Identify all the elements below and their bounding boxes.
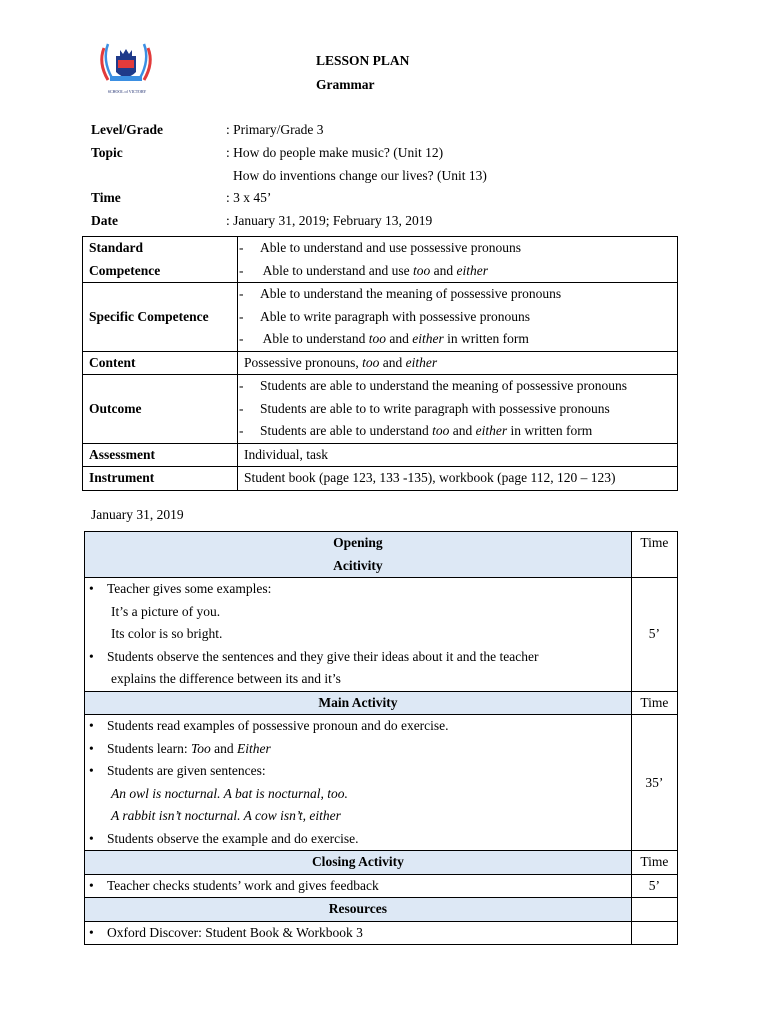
page-title: LESSON PLAN [316,53,410,68]
time-value: : 3 x 45’ [226,190,272,205]
outcome-label: Outcome [83,375,238,444]
specific-label: Specific Competence [83,283,238,352]
list-item: • Students learn: Too and Either [89,740,271,756]
level-label: Level/Grade [91,122,163,137]
time-label: Time [91,190,121,205]
time-header: Time [631,532,677,578]
assessment-value: Individual, task [238,443,678,467]
topic-label: Topic [91,145,123,160]
list-item: • Oxford Discover: Student Book & Workbook 3 [89,924,363,940]
topic-value-1: : How do people make music? (Unit 12) [226,145,444,160]
resources-header: Resources [85,898,632,922]
example-line: It’s a picture of you. [111,603,221,619]
list-item: - Students are able to understand too and either in written form [239,423,593,438]
list-item: - Able to write paragraph with possessive pronouns [239,308,530,324]
session-date: January 31, 2019 [91,507,184,522]
specific-row [83,283,678,352]
main-header: Main Activity [85,691,632,715]
resources-time-empty [631,898,677,922]
example-line: A rabbit isn’t nocturnal. A cow isn’t, either [111,808,341,823]
continuation-line: explains the difference between its and it’s [111,671,341,686]
logo-text: SCHOOL of VICTORY [107,89,147,94]
content-row [83,351,678,375]
list-item: • Students read examples of possessive pronoun and do exercise. [89,718,449,733]
time-header: Time [631,851,677,875]
closing-time: 5’ [631,874,677,898]
opening-header: Opening Acitivity [85,532,632,578]
outcome-items-cell [238,375,678,444]
page-subtitle: Grammar [316,77,375,92]
level-value: : Primary/Grade 3 [226,122,324,137]
activity-table [84,531,678,945]
specific-items-cell [238,283,678,352]
standard-items-cell [238,237,678,283]
list-item: - Able to understand and use possessive pronouns [239,240,521,255]
list-item: • Teacher gives some examples: [89,581,272,596]
resources-body [85,921,632,945]
list-item: • Students observe the example and do exercise. [89,830,359,846]
resources-header-row [85,898,678,922]
closing-header-row [85,851,678,875]
main-body [85,715,632,851]
opening-body-row [85,578,678,692]
list-item: - Able to understand and use too and either [239,262,488,278]
example-line: An owl is nocturnal. A bat is nocturnal, too. [111,785,348,801]
standard-label-1: Standard [89,240,144,255]
main-header-row [85,691,678,715]
list-item: • Students are given sentences: [89,763,266,778]
date-label: Date [91,213,118,228]
school-logo [96,38,156,96]
opening-body [85,578,632,692]
content-label: Content [83,351,238,375]
list-item: - Able to understand the meaning of possessive pronouns [239,286,562,301]
list-item: • Students observe the sentences and they give their ideas about it and the teacher [89,648,539,664]
list-item: - Able to understand too and either in written form [239,331,529,346]
instrument-row [83,467,678,491]
instrument-value: Student book (page 123, 133 -135), workbook (page 112, 120 – 123) [238,467,678,491]
opening-time: 5’ [631,578,677,692]
instrument-label: Instrument [83,467,238,491]
resources-time-empty-2 [631,921,677,945]
assessment-row [83,443,678,467]
main-time: 35’ [631,715,677,851]
resources-body-row [85,921,678,945]
closing-header: Closing Activity [85,851,632,875]
example-line: Its color is so bright. [111,626,223,641]
outcome-row [83,375,678,444]
topic-value-2: How do inventions change our lives? (Unit 13) [233,168,487,183]
standard-row [83,237,678,283]
time-header: Time [631,691,677,715]
main-body-row [85,715,678,851]
opening-header-row [85,532,678,578]
assessment-label: Assessment [83,443,238,467]
closing-body [85,874,632,898]
date-value: : January 31, 2019; February 13, 2019 [226,213,433,228]
content-value: Possessive pronouns, too and either [238,351,678,375]
list-item: - Students are able to understand the meaning of possessive pronouns [239,378,628,393]
standard-label-2: Competence [89,262,161,278]
list-item: - Students are able to to write paragraph with possessive pronouns [239,400,610,416]
closing-body-row [85,874,678,898]
competence-table [82,236,678,491]
standard-label-cell [83,237,238,283]
list-item: • Teacher checks students’ work and gives feedback [89,877,379,893]
